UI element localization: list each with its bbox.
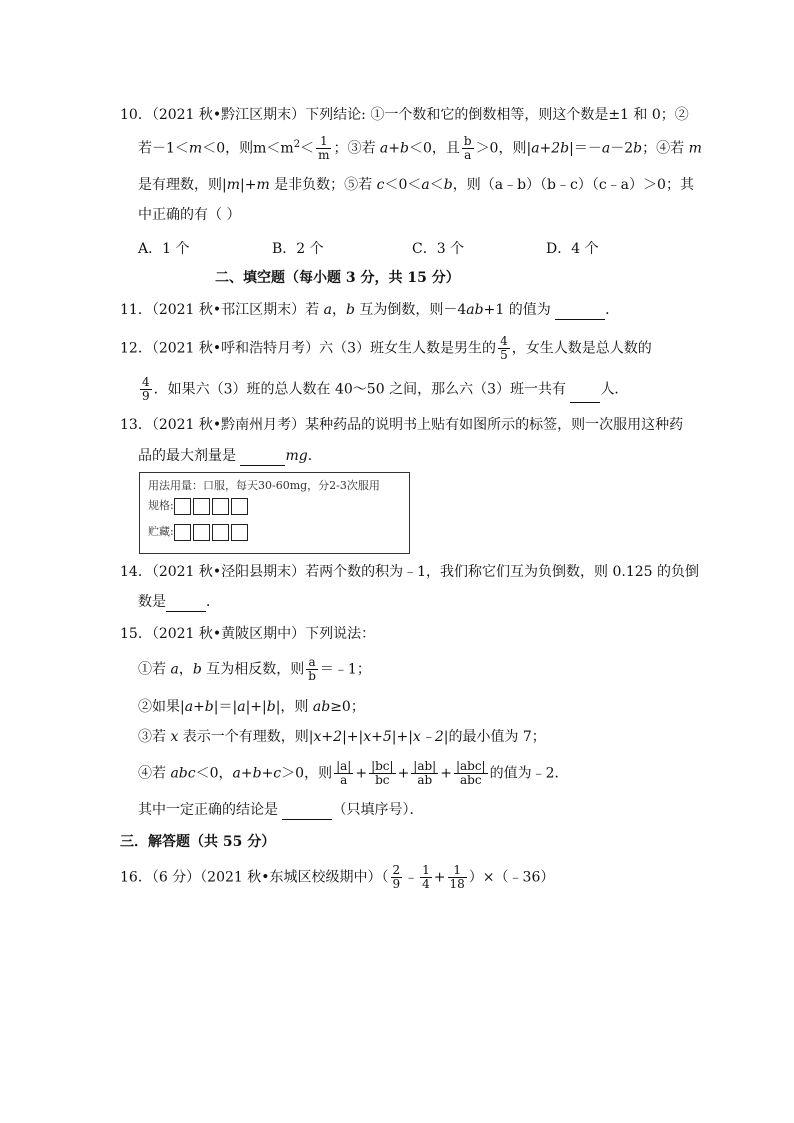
q15-statement-4: ④若 abc＜0，a+b+c＞0，则 $\frac{|a|}{a}$ + $\frac{|bc|}{bc}$ + $\frac{|ab|}{ab}$ + $\frac{\text{|abc|}}{\text{abc}}$ 的值为﹣2． xyxy=(138,759,569,787)
q10-option-c: C．3 个 xyxy=(412,241,465,257)
answer-blank xyxy=(166,597,206,612)
section-heading-answer: 三．解答题（共 55 分） xyxy=(120,834,276,850)
q14-line1: 14．（2021 秋•泾阳县期末）若两个数的积为﹣1，我们称它们互为负倒数，则 0.125 的负倒 xyxy=(120,564,700,580)
q10-line2: 若－1＜m＜0，则$m<m^2<$ $\frac{1}{m}$ ；③若 a+b＜0，且 $\frac{b}{a}$ ＞0，则|a+2b|＝－a－2b；④若 m xyxy=(138,134,702,163)
answer-blank xyxy=(570,388,600,403)
q15-statement-2: ②如果|a+b|＝|a|+|b|，则 ab≥0； xyxy=(138,699,365,715)
fraction-1-18: $\frac{1}{18}$ xyxy=(449,863,465,891)
q15-statement-1: ①若 a，b 互为相反数，则 $\frac{a}{b}$ ＝﹣1； xyxy=(138,655,371,683)
fraction-4-5: $\frac{4}{5}$ xyxy=(500,334,508,362)
label-spec: 规格: xyxy=(148,497,250,515)
fraction-abs-a-over-a: $\frac{|a|}{a}$ xyxy=(336,759,352,787)
q10-option-d: D．4 个 xyxy=(546,241,599,257)
q10-option-a: A．1 个 xyxy=(138,241,190,257)
answer-blank xyxy=(240,451,285,466)
fraction-abs-abc-over-abc: $\frac{\text{|abc|}}{\text{abc}}$ xyxy=(455,759,486,787)
q16: 16．（6 分）（2021 秋•东城区校级期中）（ $\frac{2}{9}$ ﹣ $\frac{1}{4}$ + $\frac{1}{18}$ ）×（﹣36） xyxy=(120,863,555,891)
q15-tail: 其中一定正确的结论是 （只填序号）． xyxy=(138,802,424,818)
fraction-4-9: $\frac{4}{9}$ xyxy=(142,375,150,403)
answer-blank xyxy=(555,305,605,320)
fraction-1-over-m: $\frac{1}{m}$ xyxy=(318,134,330,163)
q13-line1: 13．（2021 秋•黔南州月考）某种药品的说明书上贴有如图所示的标签，则一次服用这种药 xyxy=(120,417,684,433)
label-storage: 贮藏: xyxy=(148,523,250,541)
fraction-abs-ab-over-ab: $\frac{|ab|}{ab}$ xyxy=(413,759,437,787)
q10-line1: 10．（2021 秋•黔江区期末）下列结论: ①一个数和它的倒数相等，则这个数是±1 和 0；② xyxy=(120,107,689,123)
fraction-1-4: $\frac{1}{4}$ xyxy=(422,863,430,891)
q11: 11．（2021 秋•邗江区期末）若 a，b 互为倒数，则－4ab+1 的值为 ． xyxy=(120,302,620,318)
q13-line2: 品的最大剂量是 mg． xyxy=(138,448,322,464)
q10-line3: 是有理数，则|m|+m 是非负数；⑤若 c＜0＜a＜b，则（a﹣b）（b﹣c）（c﹣a）＞0；其 xyxy=(138,177,694,193)
q15-head: 15．（2021 秋•黄陂区期中）下列说法： xyxy=(120,626,376,642)
q10-option-b: B．2 个 xyxy=(272,241,324,257)
answer-blank xyxy=(282,805,332,820)
q12-line1: 12．（2021 秋•呼和浩特月考）六（3）班女生人数是男生的 $\frac{4}{5}$ ，女生人数是总人数的 xyxy=(120,334,652,362)
fraction-b-over-a: $\frac{b}{a}$ xyxy=(463,134,472,163)
fraction-a-over-b: $\frac{a}{b}$ xyxy=(308,655,316,683)
section-heading-fill-in: 二、填空题（每小题 3 分，共 15 分） xyxy=(215,270,460,286)
q10-line4: 中正确的有（ ） xyxy=(138,207,241,223)
fraction-abs-bc-over-bc: $\frac{|bc|}{bc}$ xyxy=(371,759,394,787)
q12-line2: $\frac{4}{9}$ ．如果六（3）班的总人数在 40～50 之间，那么六（3）班一共有 人． xyxy=(142,375,629,403)
q15-statement-3: ③若 x 表示一个有理数，则|x+2|+|x+5|+|x﹣2|的最小值为 7； xyxy=(138,729,546,745)
medicine-label-box xyxy=(139,472,410,554)
q14-line2: 数是 ． xyxy=(138,594,220,610)
label-usage: 用法用量：口服，每天30-60mg，分2-3次服用 xyxy=(148,479,380,492)
fraction-2-9: $\frac{2}{9}$ xyxy=(392,863,401,891)
